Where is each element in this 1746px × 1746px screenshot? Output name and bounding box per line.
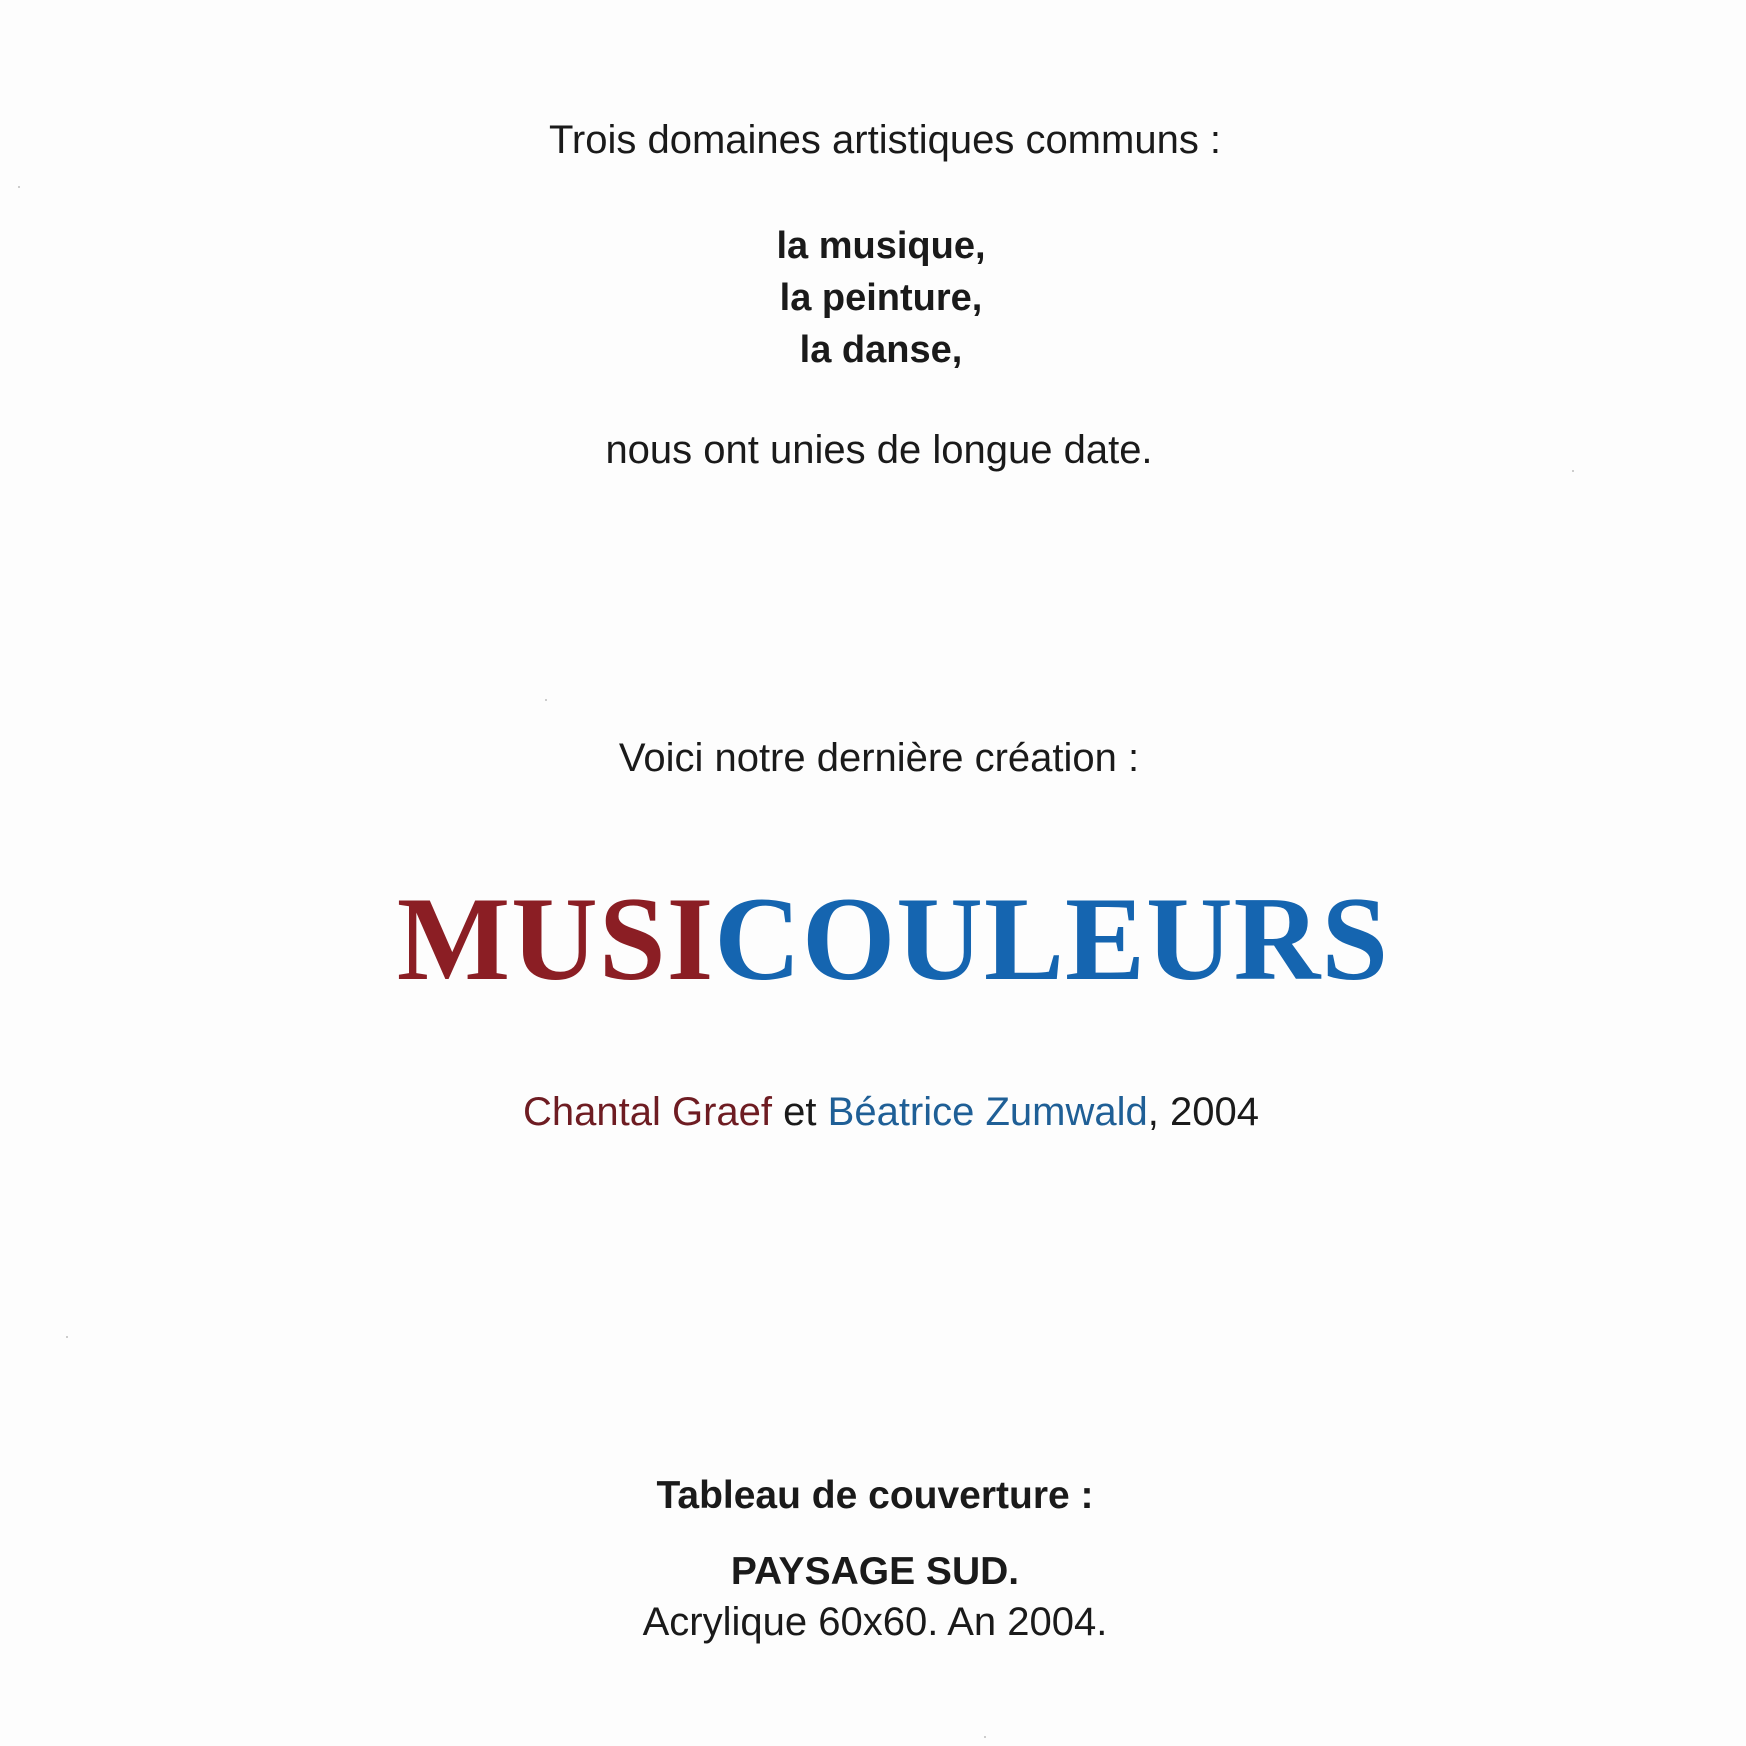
cover-title: PAYSAGE SUD. xyxy=(730,1550,1020,1593)
domain-music: la musique, xyxy=(776,225,986,267)
scan-speck xyxy=(66,1336,68,1338)
authors-connector: et xyxy=(772,1090,828,1134)
author-1: Chantal Graef xyxy=(523,1090,773,1134)
outro-text: nous ont unies de longue date. xyxy=(605,428,1153,472)
authors-year: , 2004 xyxy=(1147,1090,1259,1134)
cover-detail: Acrylique 60x60. An 2004. xyxy=(642,1600,1108,1644)
scan-speck xyxy=(545,699,547,701)
title-part-red: MUSI xyxy=(396,872,715,1005)
creation-label: Voici notre dernière création : xyxy=(618,736,1140,780)
domains-list xyxy=(0,220,1746,376)
cover-label: Tableau de couverture : xyxy=(656,1474,1094,1517)
title-part-blue: COULEURS xyxy=(714,872,1390,1005)
domain-painting: la peinture, xyxy=(779,277,983,319)
scan-speck xyxy=(1572,470,1574,472)
scan-speck xyxy=(18,186,20,188)
main-title xyxy=(0,870,1746,1008)
scan-speck xyxy=(984,1736,986,1738)
authors-line xyxy=(0,1090,1746,1135)
author-2: Béatrice Zumwald xyxy=(827,1090,1148,1134)
domain-dance: la danse, xyxy=(799,329,963,371)
intro-text: Trois domaines artistiques communs : xyxy=(548,118,1222,162)
